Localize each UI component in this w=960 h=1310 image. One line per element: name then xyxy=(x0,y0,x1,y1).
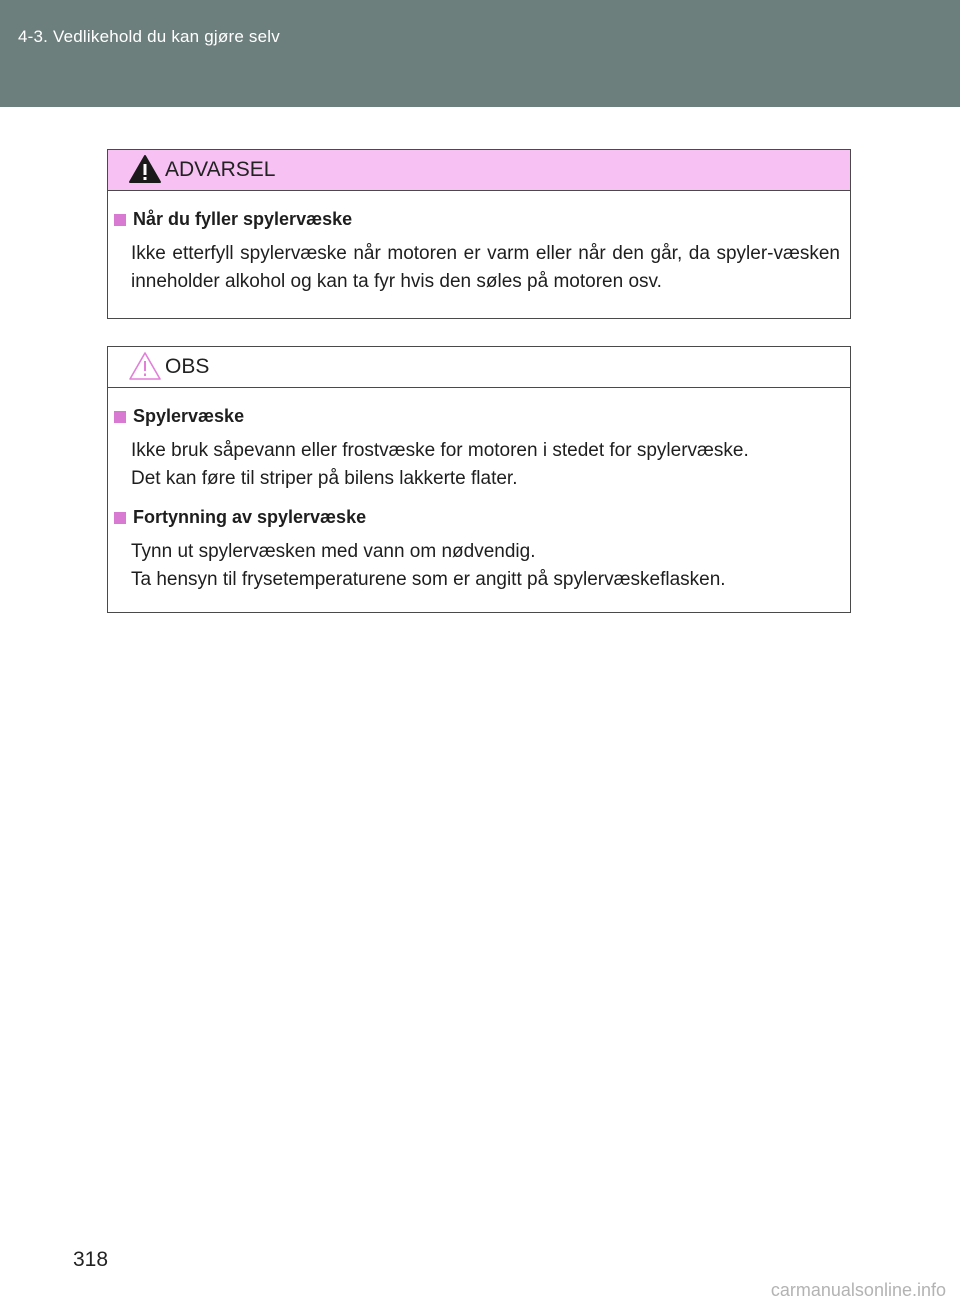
caution-triangle-outline-icon xyxy=(128,351,162,381)
page-number: 318 xyxy=(73,1248,109,1271)
item-heading xyxy=(114,406,840,427)
section-title: 4-3. Vedlikehold du kan gjøre selv xyxy=(18,27,280,46)
notice-box-body xyxy=(108,388,850,594)
item-text-line: Ta hensyn til frysetemperaturene som er angitt på spylervæskeflasken. xyxy=(131,569,726,590)
warning-triangle-icon xyxy=(128,154,162,184)
notice-label: OBS xyxy=(165,355,210,378)
square-bullet-icon xyxy=(114,411,126,423)
square-bullet-icon xyxy=(114,512,126,524)
item-heading-text: Fortynning av spylervæske xyxy=(133,507,367,527)
item-text: Ikke etterfyll spylervæske når motoren er varm eller når den går, da spyler-væsken inneholder alkohol og kan ta fyr hvis den søles på motoren osv. xyxy=(131,243,840,292)
notice-item xyxy=(114,507,840,594)
notice-box xyxy=(107,346,851,613)
item-text xyxy=(131,437,840,493)
warning-box xyxy=(107,149,851,319)
item-text-line: Ikke bruk såpevann eller frostvæske for motoren i stedet for spylervæske. xyxy=(131,440,749,461)
page-header xyxy=(0,0,960,107)
item-heading xyxy=(114,507,840,528)
notice-item xyxy=(114,406,840,493)
item-text-line: Tynn ut spylervæsken med vann om nødvendig. xyxy=(131,541,536,562)
item-heading-text: Når du fyller spylervæske xyxy=(133,209,353,229)
square-bullet-icon xyxy=(114,214,126,226)
warning-item xyxy=(114,209,840,296)
notice-box-header xyxy=(108,347,850,388)
item-text xyxy=(131,538,840,594)
item-heading-text: Spylervæske xyxy=(133,406,245,426)
warning-label: ADVARSEL xyxy=(165,158,276,181)
item-text-line: Det kan føre til striper på bilens lakkerte flater. xyxy=(131,468,518,489)
item-heading xyxy=(114,209,840,230)
watermark: carmanualsonline.info xyxy=(770,1280,946,1300)
warning-box-body xyxy=(108,191,850,296)
warning-box-header xyxy=(108,150,850,191)
